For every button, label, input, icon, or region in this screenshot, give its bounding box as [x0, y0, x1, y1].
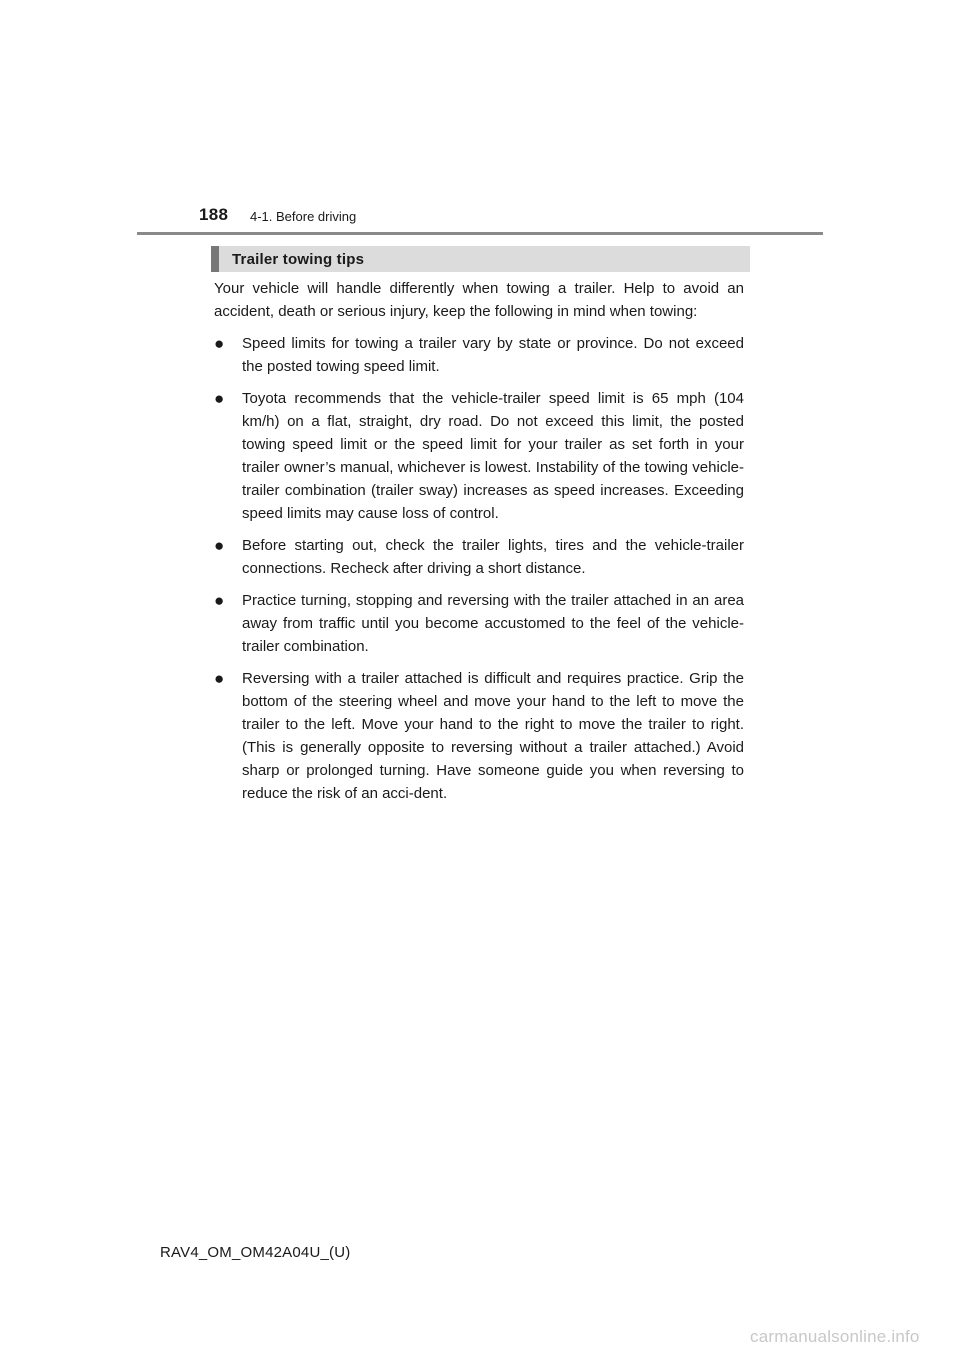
- header-divider: [137, 232, 823, 235]
- watermark: carmanualsonline.info: [750, 1327, 920, 1346]
- list-item: [214, 534, 744, 580]
- bullet-icon: ●: [214, 334, 225, 353]
- bullet-icon: ●: [214, 669, 225, 688]
- list-item: [214, 589, 744, 658]
- document-code-footer: RAV4_OM_OM42A04U_(U): [160, 1244, 351, 1261]
- list-item-text: Toyota recommends that the vehicle-trailer speed limit is 65 mph (104 km/h) on a flat, straight, dry road. Do not exceed this limit, the posted towing speed limit or the speed limit for your trailer as set forth in your trailer owner’s manual, whichever is lowest. Instability of the towing vehicle-trailer combination (trailer sway) increases as speed increases. Exceeding speed limits may cause loss of control.: [242, 390, 744, 522]
- page-number: 188: [199, 205, 229, 224]
- tips-list: [214, 332, 744, 805]
- bullet-icon: ●: [214, 389, 225, 408]
- section-heading-text: Trailer towing tips: [232, 250, 365, 268]
- bullet-icon: ●: [214, 591, 225, 610]
- list-item-text: Speed limits for towing a trailer vary by state or province. Do not exceed the posted towing speed limit.: [242, 335, 744, 375]
- list-item: [214, 332, 744, 378]
- list-item: [214, 387, 744, 525]
- list-item-text: Reversing with a trailer attached is difficult and requires practice. Grip the bottom of the steering wheel and move your hand to the left to move the trailer to the left. Move your hand to the right to move the trailer to right. (This is generally opposite to reversing without a trailer attached.) Avoid sharp or prolonged turning. Have someone guide you when reversing to reduce the risk of an acci-dent.: [242, 670, 744, 802]
- list-item-text: Practice turning, stopping and reversing with the trailer attached in an area away from traffic until you become accustomed to the feel of the vehicle-trailer combination.: [242, 592, 744, 655]
- list-item-text: Before starting out, check the trailer lights, tires and the vehicle-trailer connections. Recheck after driving a short distance.: [242, 537, 744, 577]
- list-item: [214, 667, 744, 805]
- body-content: [214, 277, 744, 814]
- bullet-icon: ●: [214, 536, 225, 555]
- intro-paragraph: Your vehicle will handle differently when towing a trailer. Help to avoid an accident, death or serious injury, keep the following in mind when towing:: [214, 280, 744, 320]
- section-heading: [211, 246, 750, 272]
- section-label: 4-1. Before driving: [250, 209, 357, 224]
